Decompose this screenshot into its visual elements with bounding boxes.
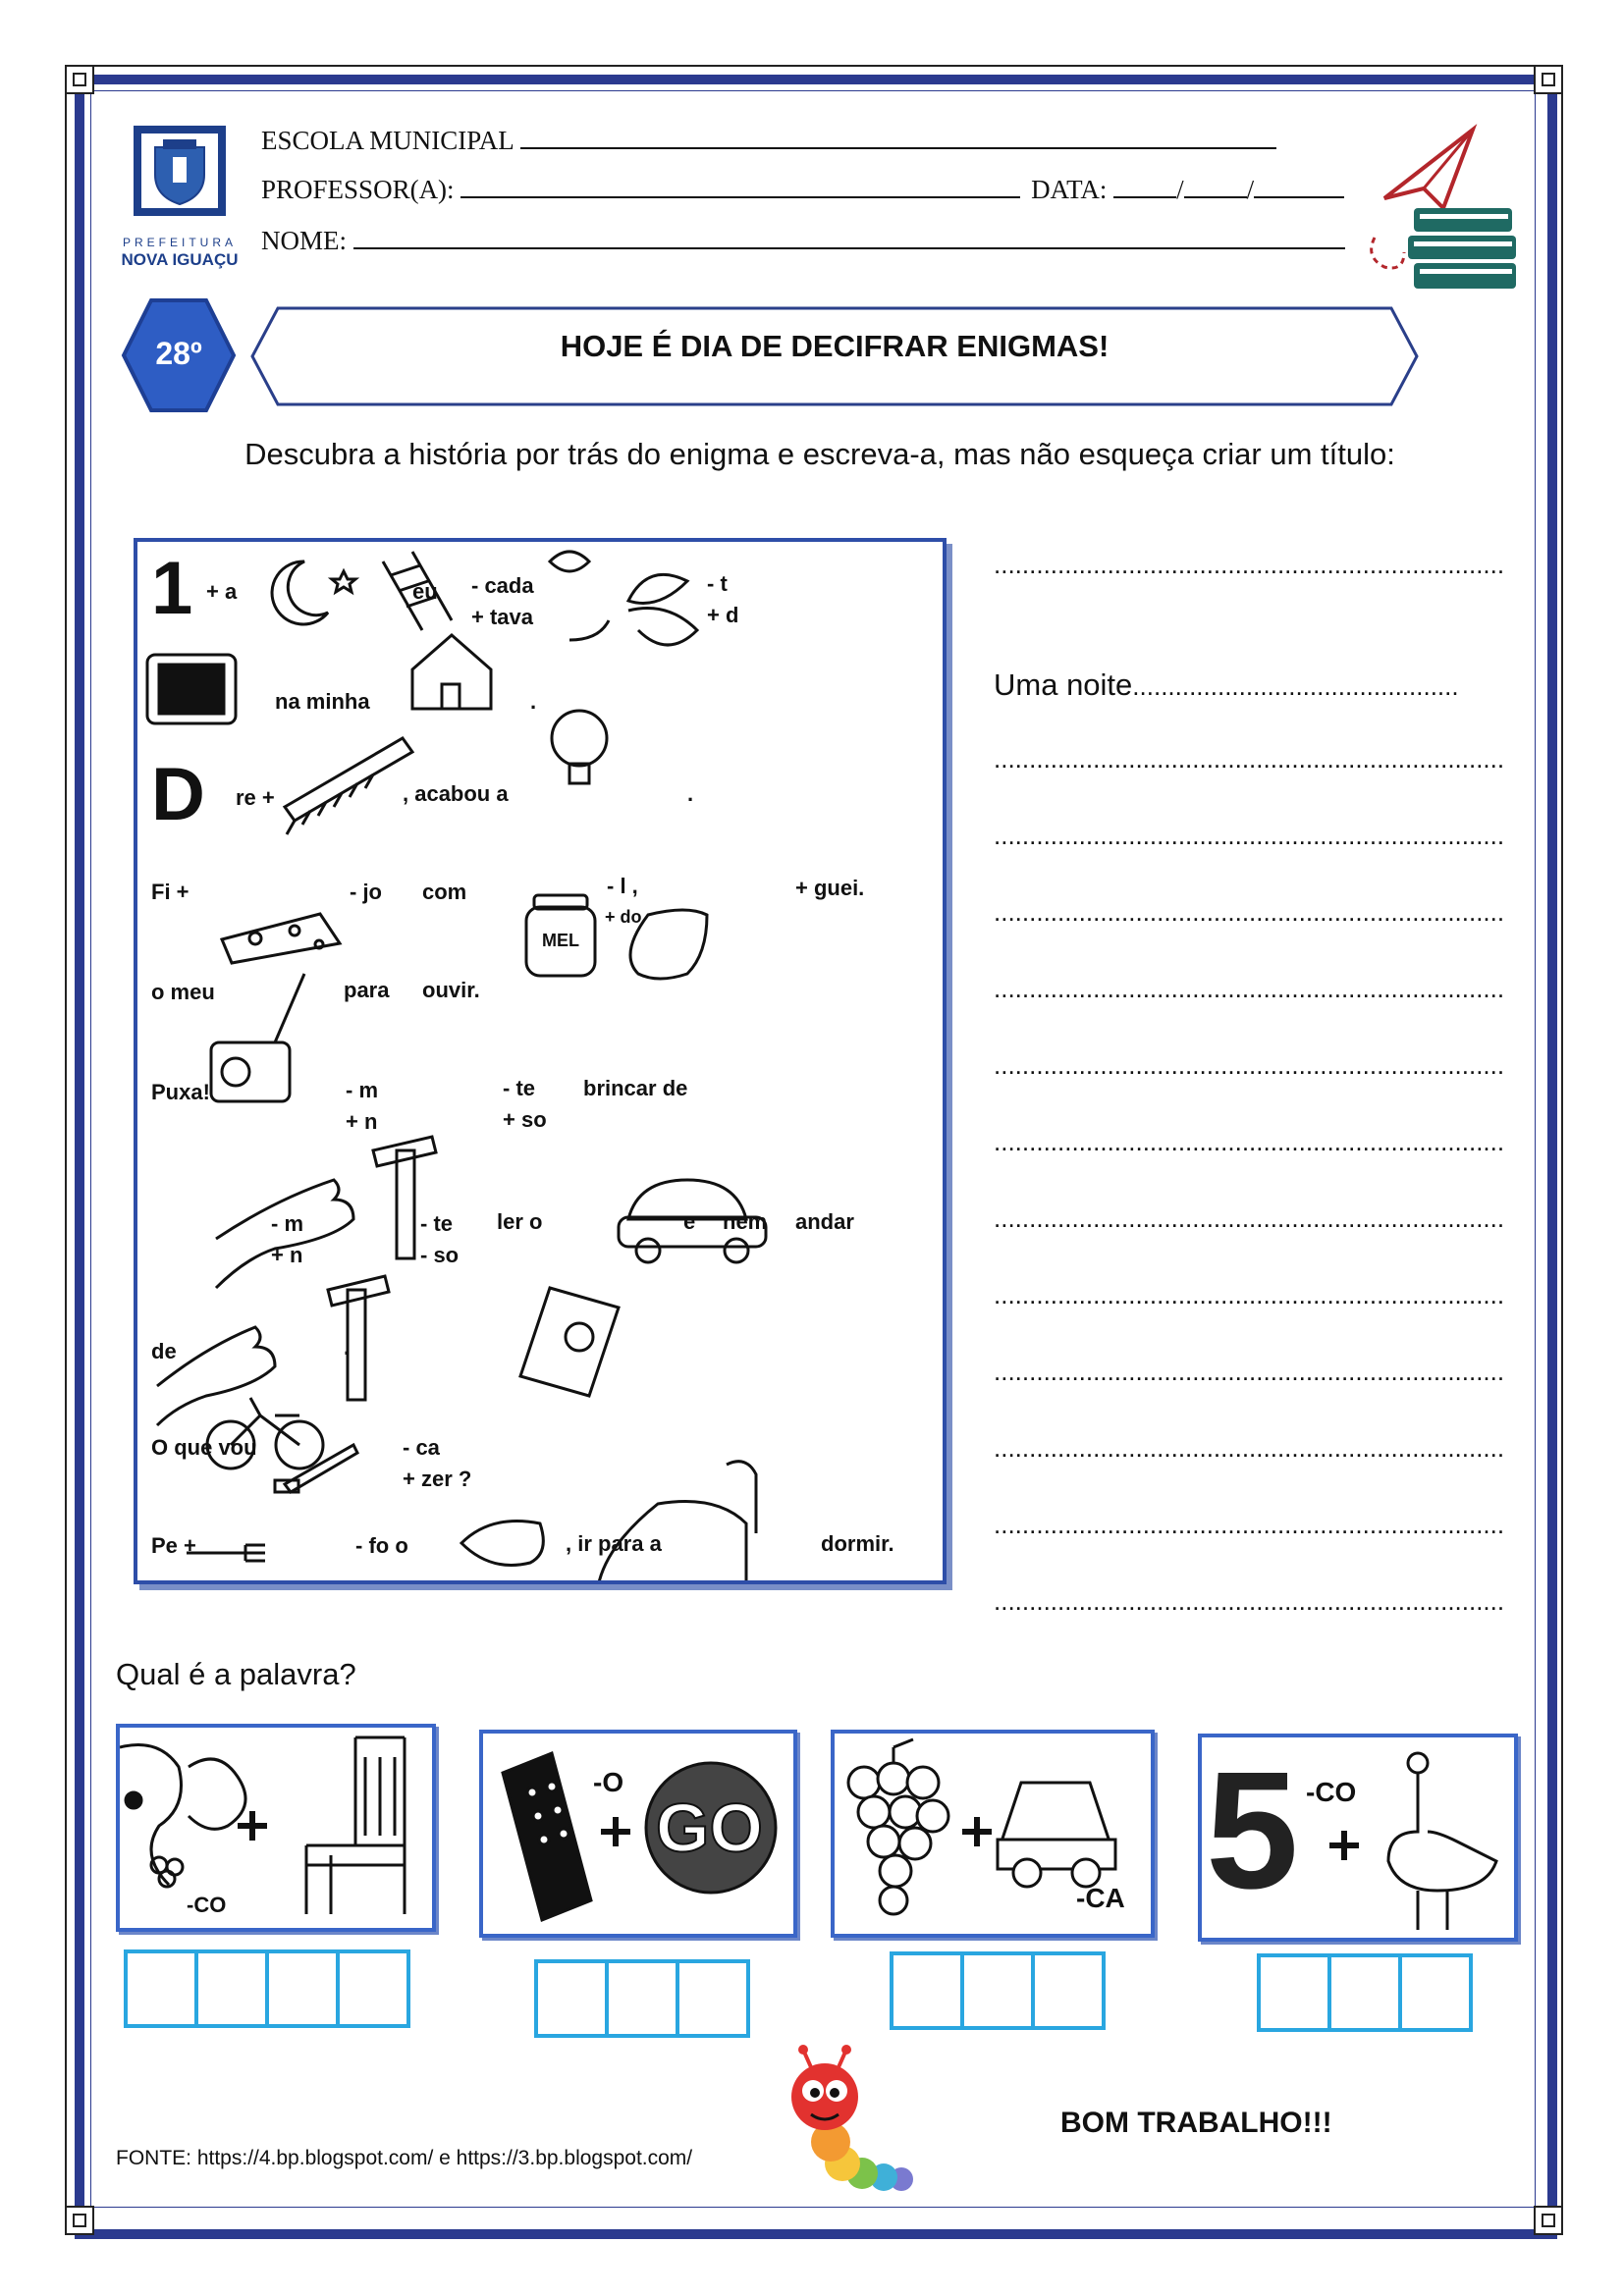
rebus-text: + tava bbox=[471, 605, 533, 629]
story-start-label: Uma noite bbox=[994, 667, 1133, 702]
rebus-text: Fi + bbox=[151, 880, 189, 904]
rebus-text: - m bbox=[346, 1078, 378, 1102]
rebus-drawings bbox=[137, 542, 943, 1580]
rebus-text: e bbox=[683, 1209, 696, 1234]
rebus-text: + zer ? bbox=[403, 1467, 472, 1491]
writing-line[interactable]: ........................................................................ bbox=[994, 1050, 1505, 1080]
rebus-text: eu bbox=[412, 579, 438, 604]
rebus-text: - t bbox=[707, 571, 728, 596]
picture-4-minus: -CO bbox=[1306, 1777, 1357, 1807]
rebus-text: dormir. bbox=[821, 1531, 894, 1556]
story-start-dots: .............................................. bbox=[1132, 671, 1459, 701]
writing-line[interactable]: ........................................................................ bbox=[994, 974, 1505, 1003]
rebus-text: + n bbox=[271, 1243, 303, 1267]
writing-line[interactable]: ........................................................................ bbox=[994, 1127, 1505, 1156]
rebus-text: + a bbox=[206, 579, 238, 604]
rebus-picture-4 bbox=[1198, 1734, 1518, 1942]
writing-line[interactable]: ........................................................................ bbox=[994, 1357, 1505, 1386]
answer-box[interactable] bbox=[336, 1949, 410, 2028]
logo-text-top: PREFEITURA bbox=[122, 236, 237, 249]
rebus-text: + n bbox=[346, 1109, 378, 1134]
name-label: NOME: bbox=[261, 226, 347, 255]
rebus-text: - cada bbox=[471, 573, 534, 598]
rebus-text: , acabou a bbox=[403, 781, 509, 806]
answer-boxes-2[interactable] bbox=[534, 1959, 746, 2038]
answer-box[interactable] bbox=[890, 1951, 964, 2030]
rebus-text: brincar de bbox=[583, 1076, 688, 1100]
honey-label: MEL bbox=[542, 931, 579, 950]
corner-ornament bbox=[65, 65, 94, 94]
date-year-blank[interactable] bbox=[1254, 175, 1344, 198]
answer-box[interactable] bbox=[605, 1959, 679, 2038]
date-day-blank[interactable] bbox=[1113, 175, 1176, 198]
corner-ornament bbox=[1534, 2206, 1563, 2235]
writing-line[interactable]: ........................................................................ bbox=[994, 744, 1505, 774]
closing-message: BOM TRABALHO!!! bbox=[1060, 2107, 1332, 2139]
answer-box[interactable] bbox=[960, 1951, 1035, 2030]
rebus-text: - l , bbox=[607, 874, 638, 898]
rebus-text: + do bbox=[605, 907, 642, 927]
picture-1-minus: -CO bbox=[187, 1893, 227, 1917]
caterpillar-icon bbox=[782, 2042, 929, 2199]
corner-ornament bbox=[1534, 65, 1563, 94]
answer-box[interactable] bbox=[1257, 1953, 1331, 2032]
story-start-line[interactable] bbox=[994, 667, 1514, 703]
page-title: HOJE É DIA DE DECIFRAR ENIGMAS! bbox=[560, 329, 1110, 363]
books-plane-icon bbox=[1365, 120, 1532, 306]
answer-box[interactable] bbox=[1327, 1953, 1402, 2032]
picture-3-minus: -CA bbox=[1076, 1883, 1125, 1913]
writing-line[interactable]: ........................................................................ bbox=[994, 897, 1505, 927]
rebus-text: Pe + bbox=[151, 1533, 196, 1558]
writing-line[interactable]: ........................................................................ bbox=[994, 1510, 1505, 1539]
answer-box[interactable] bbox=[676, 1959, 750, 2038]
rebus-text: + guei. bbox=[795, 876, 865, 900]
writing-line[interactable]: ........................................................................ bbox=[994, 1433, 1505, 1463]
picture-4-digit: 5 bbox=[1206, 1737, 1299, 1924]
rebus-text: para bbox=[344, 978, 390, 1002]
date-label: DATA: bbox=[1031, 175, 1108, 204]
rebus-text: + so bbox=[503, 1107, 547, 1132]
rebus-text: O que vou bbox=[151, 1435, 257, 1460]
source-credit: FONTE: https://4.bp.blogspot.com/ e https://3.bp.blogspot.com/ bbox=[116, 2147, 693, 2169]
rebus-text: ouvir. bbox=[422, 978, 480, 1002]
answer-boxes-1[interactable] bbox=[124, 1949, 406, 2028]
rebus-text: , ir para a bbox=[566, 1531, 662, 1556]
teacher-blank[interactable] bbox=[460, 175, 1020, 198]
name-field bbox=[261, 226, 1345, 256]
answer-box[interactable] bbox=[194, 1949, 269, 2028]
rebus-text: - te bbox=[503, 1076, 535, 1100]
teacher-label: PROFESSOR(A): bbox=[261, 175, 455, 204]
rebus-text: com bbox=[422, 880, 467, 904]
rebus-text: Puxa! bbox=[151, 1080, 210, 1104]
writing-line[interactable]: ........................................................................ bbox=[994, 1280, 1505, 1309]
rebus-text: nem bbox=[723, 1209, 768, 1234]
picture-2-minus: -O bbox=[593, 1767, 624, 1797]
rebus-text: . bbox=[687, 781, 694, 806]
rebus-text: . bbox=[344, 1335, 351, 1360]
writing-line[interactable]: ........................................................................ bbox=[994, 821, 1505, 850]
rebus-text: . bbox=[530, 689, 537, 714]
rebus-number-1: 1 bbox=[151, 547, 193, 630]
lesson-number: 28º bbox=[155, 336, 202, 371]
rebus-text: o meu bbox=[151, 980, 215, 1004]
date-month-blank[interactable] bbox=[1184, 175, 1247, 198]
corner-ornament bbox=[65, 2206, 94, 2235]
name-blank[interactable] bbox=[353, 226, 1345, 249]
answer-boxes-3[interactable] bbox=[890, 1951, 1102, 2030]
logo-text-bottom: NOVA IGUAÇU bbox=[121, 250, 239, 269]
teacher-field: PROFESSOR(A): DATA: / / bbox=[261, 175, 1344, 205]
rebus-text: na minha bbox=[275, 689, 370, 714]
answer-boxes-4[interactable] bbox=[1257, 1953, 1469, 2032]
rebus-text: re + bbox=[236, 785, 275, 810]
rebus-text: - fo o bbox=[355, 1533, 408, 1558]
rebus-picture-2 bbox=[479, 1730, 797, 1938]
rebus-text: - so bbox=[420, 1243, 460, 1267]
answer-box[interactable] bbox=[1031, 1951, 1106, 2030]
answer-box[interactable] bbox=[1398, 1953, 1473, 2032]
school-label: ESCOLA MUNICIPAL bbox=[261, 126, 514, 155]
rebus-puzzle bbox=[134, 538, 947, 1584]
question-title: Qual é a palavra? bbox=[116, 1657, 356, 1691]
rebus-text: + d bbox=[707, 603, 739, 627]
writing-line[interactable]: ........................................................................ bbox=[994, 1586, 1505, 1616]
rebus-picture-3 bbox=[831, 1730, 1155, 1938]
school-field bbox=[261, 126, 1276, 156]
rebus-text: - m bbox=[271, 1211, 303, 1236]
rebus-text: - ca bbox=[403, 1435, 440, 1460]
instruction-text: Descubra a história por trás do enigma e escreva-a, mas não esqueça criar um título: bbox=[244, 437, 1395, 471]
rebus-text: andar bbox=[795, 1209, 854, 1234]
picture-2-word: GO bbox=[656, 1789, 763, 1866]
answer-box[interactable] bbox=[124, 1949, 198, 2028]
rebus-text: - te bbox=[420, 1211, 453, 1236]
rebus-text: ler o bbox=[497, 1209, 543, 1234]
rebus-letter-d: D bbox=[151, 753, 205, 836]
rebus-text: - jo bbox=[350, 880, 382, 904]
title-writing-line[interactable]: ........................................................................ bbox=[994, 550, 1505, 579]
answer-box[interactable] bbox=[534, 1959, 609, 2038]
prefeitura-logo bbox=[116, 118, 244, 275]
rebus-picture-1 bbox=[116, 1724, 436, 1932]
rebus-text: de bbox=[151, 1339, 177, 1363]
answer-box[interactable] bbox=[265, 1949, 340, 2028]
school-blank[interactable] bbox=[520, 126, 1276, 149]
writing-line[interactable]: ........................................................................ bbox=[994, 1203, 1505, 1233]
